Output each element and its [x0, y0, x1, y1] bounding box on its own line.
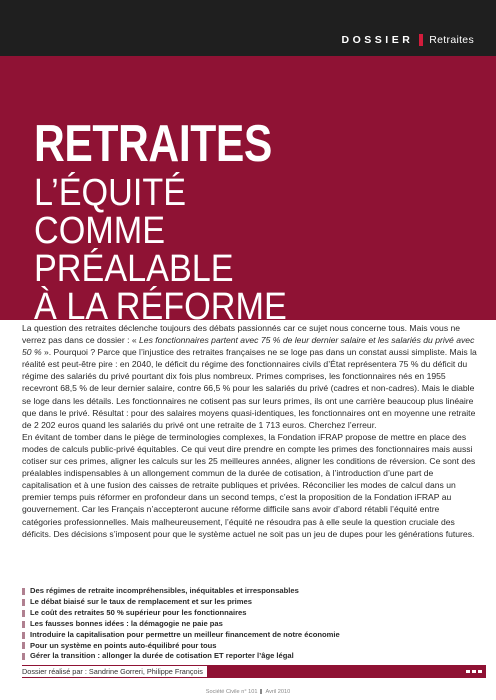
contents-item[interactable]	[22, 597, 482, 608]
hero-banner	[0, 56, 496, 328]
bullet-marker-icon	[22, 642, 25, 649]
bullet-marker-icon	[22, 610, 25, 617]
contents-item-label: Les fausses bonnes idées : la démagogie ne paie pas	[30, 618, 223, 628]
contents-item-label: Gérer la transition : allonger la durée de cotisation ET reporter l’âge légal	[30, 651, 294, 661]
page-title: RETRAITES	[34, 115, 272, 173]
contents-item-label: Introduire la capitalisation pour permettre un meilleur financement de notre économie	[30, 629, 340, 639]
section-name: DOSSIER	[341, 34, 414, 46]
bullet-marker-icon	[22, 621, 25, 628]
contents-item[interactable]	[22, 608, 482, 619]
contents-item[interactable]	[22, 651, 482, 662]
credits-text: Dossier réalisé par : Sandrine Gorreri, Philippe François	[22, 666, 207, 677]
footer-separator	[260, 689, 262, 694]
contents-item-label: Le débat biaisé sur le taux de remplacement et sur les primes	[30, 596, 252, 606]
article-body	[22, 322, 478, 540]
paragraph-text: ». Pourquoi ? Parce que l’injustice des retraites françaises ne se loge pas dans un constat aussi simpliste. Mais la réalité est peut-être pire : en 2040, le déficit du régime des fonctionnaires civils d’État représentera 75 % du déficit du régime des salariés du privé pourtant dix fois plus nombreux. Primes comprises, les fonctionnaires nés en 1955 recevront 68,5 % de leur dernier salaire, contre 66,5 % pour les salariés du privé (cadres et non-cadres). Mais le diable se loge dans les détails. Les fonctionnaires ne cotisent pas sur leurs primes, ils ont une carrière beaucoup plus linéaire que dans le privé. Résultat : pour des salaires moyens quasi-identiques, les fonctionnaires ont en moyenne une retraite de 2 202 euros quand les salariés du privé ont une retraite de 1 713 euros. Cherchez l’erreur.	[22, 347, 477, 430]
credits-bar	[22, 665, 486, 678]
bullet-marker-icon	[22, 653, 25, 660]
contents-list	[22, 586, 482, 662]
subtitle-line: COMME	[34, 210, 166, 252]
publication-name: Société Civile n° 101	[205, 689, 258, 695]
ellipsis-icon	[466, 670, 482, 673]
section-topic: Retraites	[429, 34, 474, 46]
top-header-bar	[0, 0, 496, 56]
page-subtitle	[34, 174, 287, 326]
contents-item-label: Des régimes de retraite incompréhensibles, inéquitables et irresponsables	[30, 586, 299, 595]
bullet-marker-icon	[22, 588, 25, 595]
article-paragraph: En évitant de tomber dans le piège de terminologies complexes, la Fondation iFRAP propose de mettre en place des modes de calculs public-privé équitables. Ce qui veut dire prendre en compte les primes des fonctionnaires mais aussi cotiser sur ces primes, aligner les calculs sur les 25 meilleures années, aligner les conditions de réversion. Ce sont des préalables indispensables à un allongement commun de la durée de cotisation, à l’introduction d’une part de capitalisation et à une fusion des caisses de retraite publiques et privées. Réconcilier les modes de calcul dans un premier temps puis réformer en profondeur dans un second temps, c’est la proposition de la Fondation iFRAP au gouvernement. Car les Français n’accepteront aucune réforme difficile sans avoir d’abord rétabli l’équité entre catégories professionnelles. Mais malheureusement, l’équité ne résoudra pas à elle seule la question cruciale des déficits. Des décisions s’imposent pour que le système actuel ne soit pas un jeu de dupes pour les générations futures.	[22, 431, 476, 539]
contents-item[interactable]	[22, 641, 482, 652]
bullet-marker-icon	[22, 599, 25, 606]
section-label	[342, 34, 474, 46]
page-footer	[0, 689, 496, 695]
article-paragraph	[22, 322, 478, 431]
paragraph-text: La question des retraites déclenche toujours des débats passionnés car ce sujet nous concerne tous. Mais vous ne verrez pas dans ce dossier : «	[22, 323, 461, 346]
subtitle-line: À LA RÉFORME	[34, 286, 287, 328]
contents-item[interactable]	[22, 586, 482, 597]
bullet-marker-icon	[22, 632, 25, 639]
subtitle-line: PRÉALABLE	[34, 248, 234, 290]
section-separator	[419, 34, 423, 46]
subtitle-line: L’ÉQUITÉ	[34, 172, 187, 214]
contents-item-label: Pour un système en points auto-équilibré pour tous	[30, 640, 217, 650]
contents-item-label: Le coût des retraites 50 % supérieur pour les fonctionnaires	[30, 607, 247, 617]
publication-date: Avril 2010	[265, 689, 291, 695]
contents-item[interactable]	[22, 619, 482, 630]
contents-item[interactable]	[22, 630, 482, 641]
quote-text: Les fonctionnaires partent avec 75 % de leur dernier salaire et les salariés du privé avec 50 %	[22, 335, 475, 358]
